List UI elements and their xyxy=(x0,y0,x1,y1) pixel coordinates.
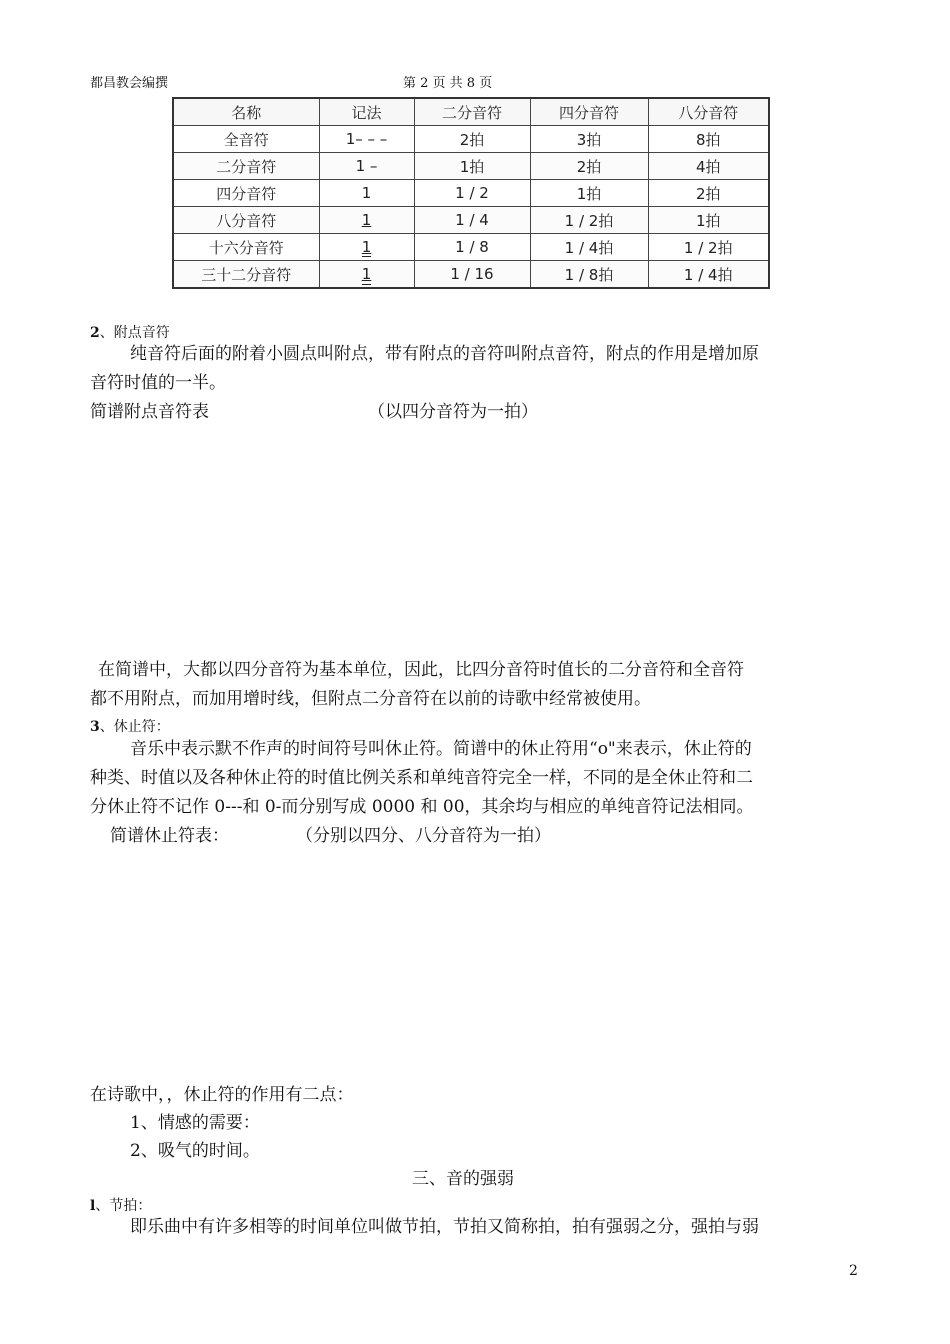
underlined-notation: 1 xyxy=(361,211,372,229)
table-cell: 1 / 8拍 xyxy=(530,261,648,289)
table-cell: 全音符 xyxy=(173,126,319,153)
section-heading-rests xyxy=(90,716,170,736)
list-item: 1、情感的需要： xyxy=(130,1113,260,1133)
table-row xyxy=(173,126,769,153)
table-cell: 1 / 4 xyxy=(414,207,530,234)
header-left-text: 都昌教会编撰 xyxy=(90,76,169,91)
table-cell: 1拍 xyxy=(530,180,648,207)
table-caption-note: （以四分音符为一拍） xyxy=(368,402,538,422)
chapter-title: 三、音的强弱 xyxy=(412,1169,514,1189)
table-cell: 四分音符 xyxy=(173,180,319,207)
table-row xyxy=(173,180,769,207)
table-caption: 简谱休止符表： xyxy=(110,826,229,846)
paragraph-line: 种类、时值以及各种休止符的时值比例关系和单纯音符完全一样，不同的是全休止符和二 xyxy=(90,768,753,788)
section-heading-dotted-notes xyxy=(90,322,170,342)
header-page-info: 第 2 页 共 8 页 xyxy=(403,76,493,91)
table-cell: 1 / 4拍 xyxy=(530,234,648,261)
table-header-cell: 八分音符 xyxy=(648,98,769,126)
table-cell xyxy=(319,261,414,289)
section-heading-beat xyxy=(90,1195,151,1215)
table-header-cell: 二分音符 xyxy=(414,98,530,126)
section-number: 2 xyxy=(90,325,100,341)
table-cell: 1 / 2拍 xyxy=(648,234,769,261)
section-title: 、休止符： xyxy=(99,719,170,735)
paragraph-line: 分休止符不记作 0---和 0-而分别写成 0000 和 00，其余均与相应的单纯音符记法相同。 xyxy=(90,797,754,817)
table-header-row xyxy=(173,98,769,126)
table-caption: 简谱附点音符表 xyxy=(90,402,209,422)
table-cell: 1 / 8 xyxy=(414,234,530,261)
underlined-notation: 1 xyxy=(361,238,372,256)
table-cell: 1 xyxy=(319,180,414,207)
table-cell: 8拍 xyxy=(648,126,769,153)
table-cell: 1 / 16 xyxy=(414,261,530,289)
table-cell: 1– – – xyxy=(319,126,414,153)
list-item: 2、吸气的时间。 xyxy=(130,1141,260,1161)
paragraph-line: 都不用附点，而加用增时线，但附点二分音符在以前的诗歌中经常被使用。 xyxy=(90,689,651,709)
table-cell: 1拍 xyxy=(414,153,530,180)
table-cell: 1 / 2拍 xyxy=(530,207,648,234)
table-cell xyxy=(319,234,414,261)
table-header-cell: 名称 xyxy=(173,98,319,126)
table-cell xyxy=(319,207,414,234)
table-cell: 八分音符 xyxy=(173,207,319,234)
section-number: l xyxy=(90,1198,96,1214)
paragraph-line: 音符时值的一半。 xyxy=(90,373,226,393)
section-title: 、节拍： xyxy=(95,1198,152,1214)
table-cell: 二分音符 xyxy=(173,153,319,180)
table-header-cell: 记法 xyxy=(319,98,414,126)
table-caption-note: （分别以四分、八分音符为一拍） xyxy=(296,826,551,846)
section-number: 3 xyxy=(90,719,100,735)
table-cell: 1拍 xyxy=(648,207,769,234)
table-row xyxy=(173,234,769,261)
table-cell: 2拍 xyxy=(648,180,769,207)
table-row xyxy=(173,261,769,289)
page-number: 2 xyxy=(849,1263,858,1279)
note-duration-table xyxy=(172,97,770,289)
underlined-notation: 1 xyxy=(361,265,372,283)
table-cell: 三十二分音符 xyxy=(173,261,319,289)
table-cell: 1 – xyxy=(319,153,414,180)
table-row xyxy=(173,153,769,180)
paragraph-line: 在简谱中，大都以四分音符为基本单位，因此，比四分音符时值长的二分音符和全音符 xyxy=(98,660,744,680)
table-cell: 2拍 xyxy=(414,126,530,153)
table-row xyxy=(173,207,769,234)
paragraph-line: 音乐中表示默不作声的时间符号叫休止符。简谱中的休止符用“o"来表示，休止符的 xyxy=(130,739,752,759)
section-title: 、附点音符 xyxy=(99,325,170,341)
table-cell: 1 / 4拍 xyxy=(648,261,769,289)
table-cell: 3拍 xyxy=(530,126,648,153)
paragraph-line: 纯音符后面的附着小圆点叫附点，带有附点的音符叫附点音符，附点的作用是增加原 xyxy=(130,344,759,364)
table-cell: 1 / 2 xyxy=(414,180,530,207)
paragraph-line: 在诗歌中，，休止符的作用有二点： xyxy=(90,1085,354,1105)
table-cell: 2拍 xyxy=(530,153,648,180)
table-cell: 4拍 xyxy=(648,153,769,180)
paragraph-line: 即乐曲中有许多相等的时间单位叫做节拍，节拍又简称拍，拍有强弱之分，强拍与弱 xyxy=(130,1217,759,1237)
table-header-cell: 四分音符 xyxy=(530,98,648,126)
table-cell: 十六分音符 xyxy=(173,234,319,261)
